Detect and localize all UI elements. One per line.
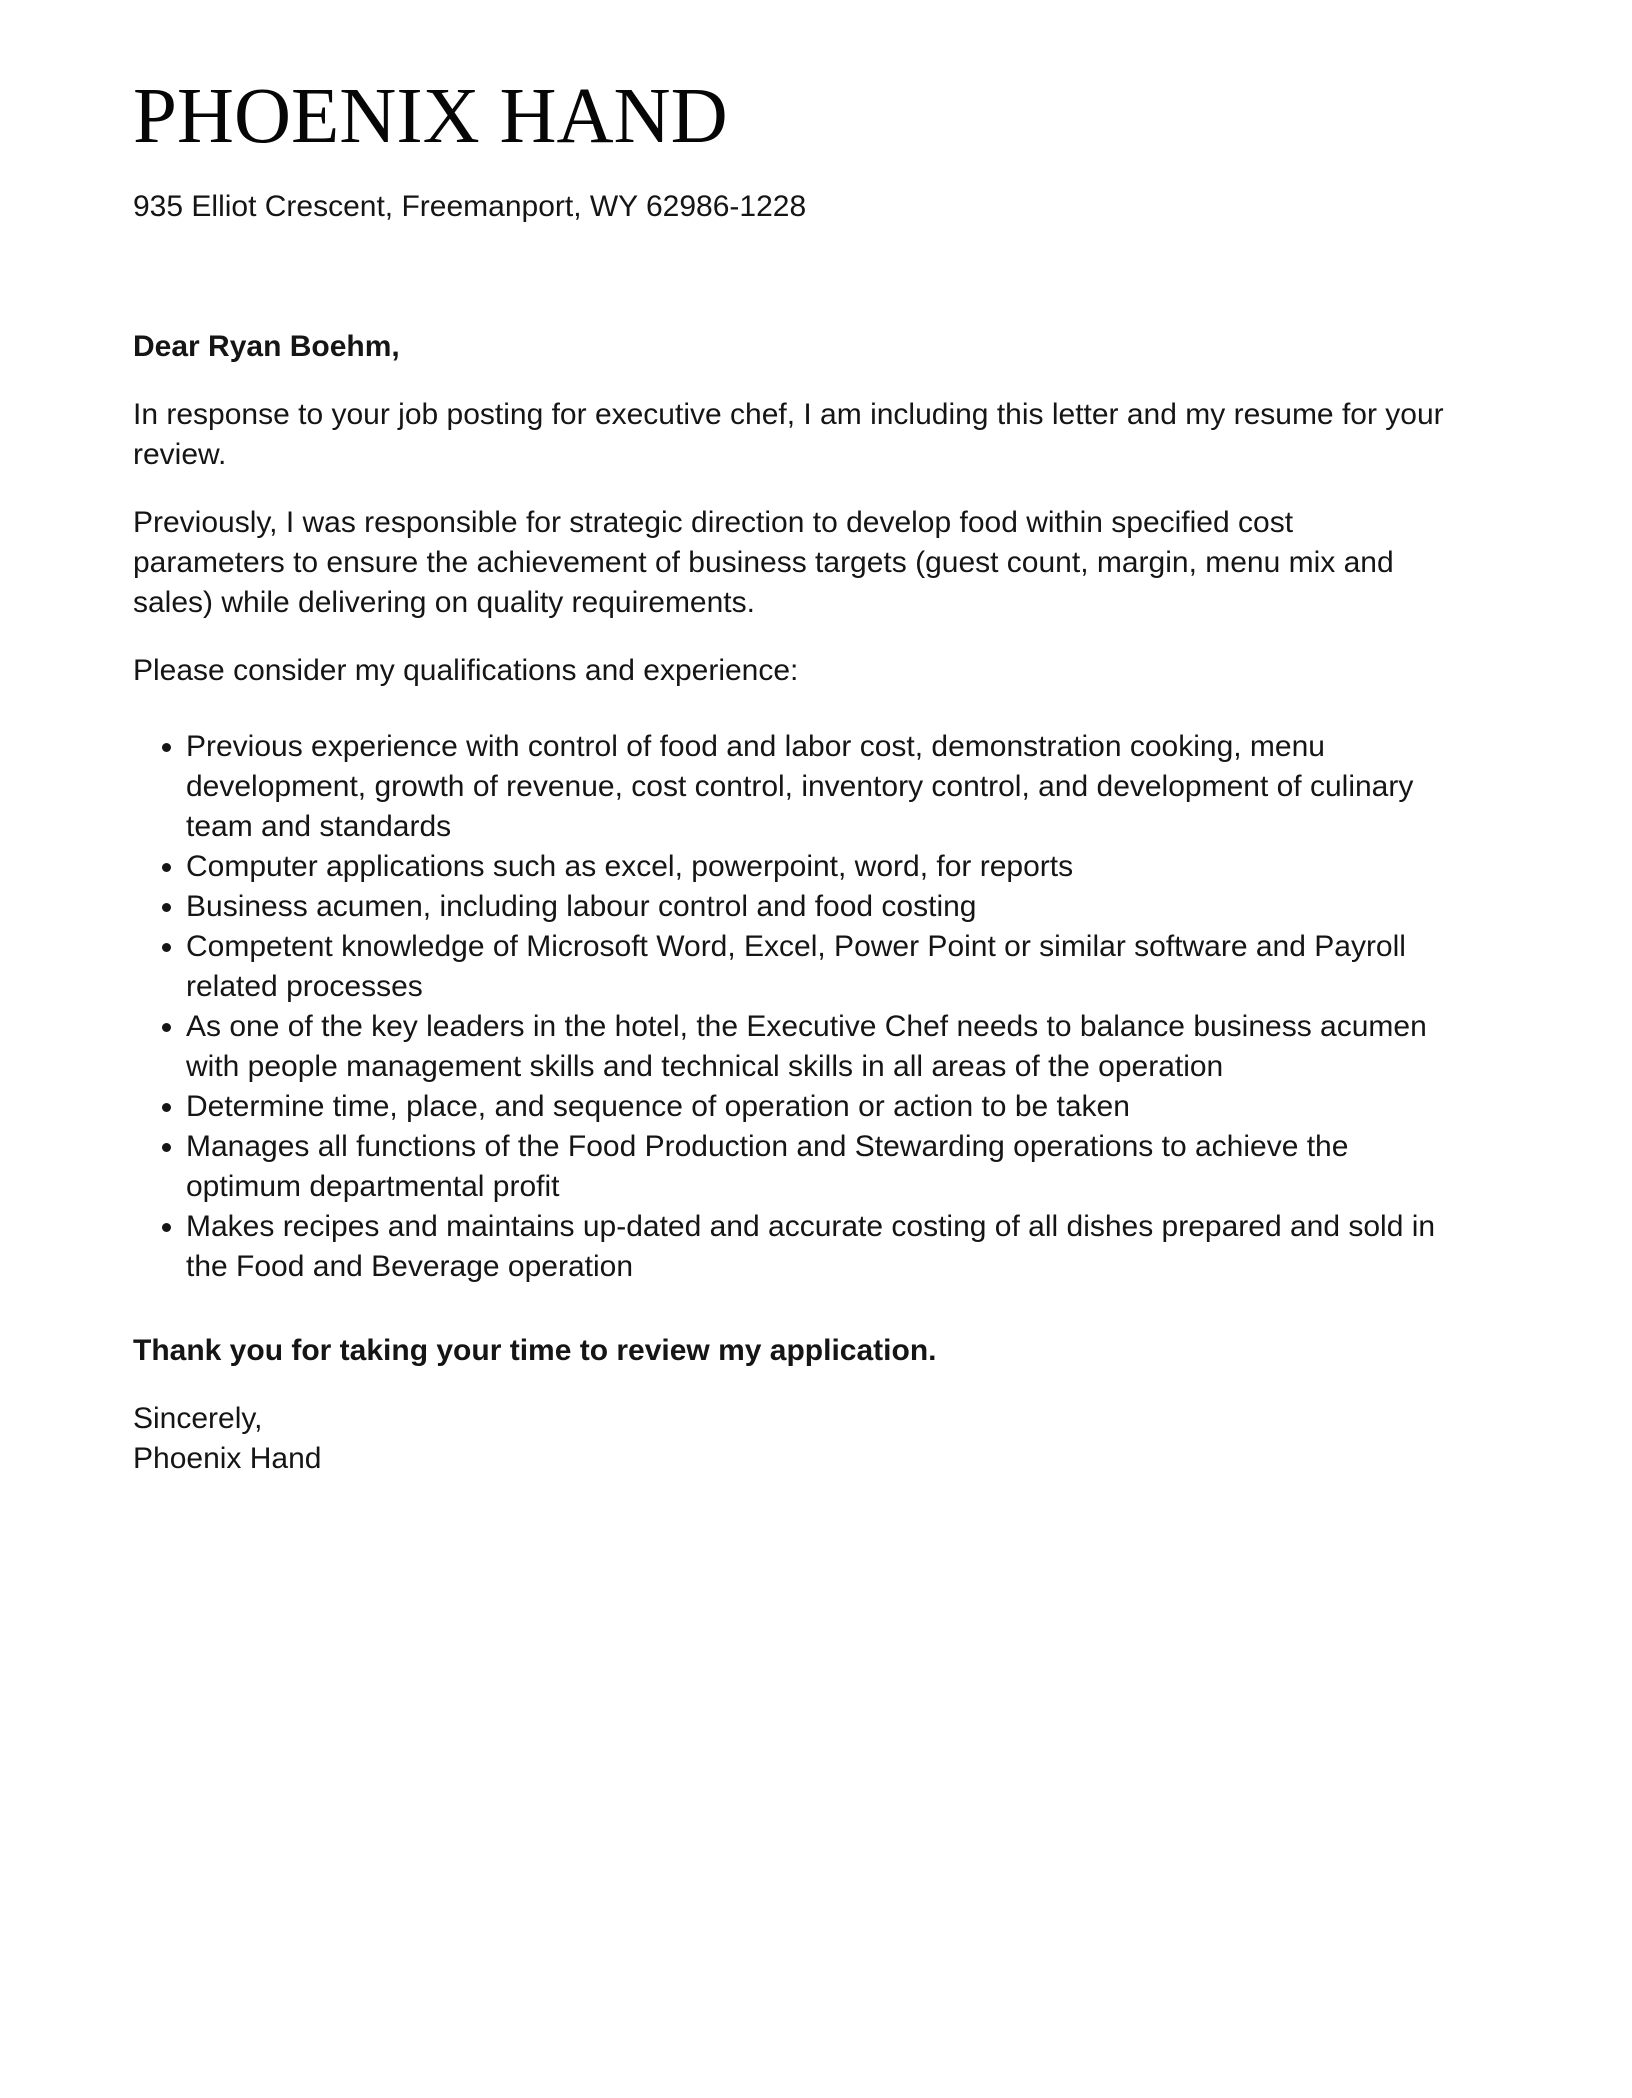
qualification-item: • Competent knowledge of Microsoft Word, Excel, Power Point or similar software and Payroll related processes — [186, 927, 1452, 1007]
qualification-item: • Computer applications such as excel, powerpoint, word, for reports — [186, 847, 1452, 887]
qualification-item: • Determine time, place, and sequence of operation or action to be taken — [186, 1087, 1452, 1127]
author-name-heading: PHOENIX HAND — [133, 73, 728, 160]
signoff: Sincerely, — [133, 1401, 263, 1435]
signature-block — [133, 1399, 1452, 1479]
qualifications-list — [133, 727, 1452, 1287]
closing-thanks: Thank you for taking your time to review my application. — [133, 1333, 937, 1367]
salutation: Dear Ryan Boehm, — [133, 329, 400, 363]
author-address: 935 Elliot Crescent, Freemanport, WY 62986-1228 — [133, 189, 807, 223]
qualification-item: • Business acumen, including labour control and food costing — [186, 887, 1452, 927]
qualification-item: • Previous experience with control of food and labor cost, demonstration cooking, menu development, growth of revenue, cost control, inventory control, and development of culinary team and standards — [186, 727, 1452, 847]
paragraph-experience: Previously, I was responsible for strategic direction to develop food within specified cost parameters to ensure the achievement of business targets (guest count, margin, menu mix and sales) while delivering on quality requirements. — [133, 505, 1394, 619]
paragraph-qualifications-lead: Please consider my qualifications and experience: — [133, 653, 799, 687]
qualification-item: • Makes recipes and maintains up-dated and accurate costing of all dishes prepared and sold in the Food and Beverage operation — [186, 1207, 1452, 1287]
qualification-item: • Manages all functions of the Food Production and Stewarding operations to achieve the optimum departmental profit — [186, 1127, 1452, 1207]
signature-name: Phoenix Hand — [133, 1441, 322, 1475]
qualification-item: • As one of the key leaders in the hotel, the Executive Chef needs to balance business acumen with people management skills and technical skills in all areas of the operation — [186, 1007, 1452, 1087]
paragraph-intro: In response to your job posting for executive chef, I am including this letter and my resume for your review. — [133, 397, 1444, 471]
